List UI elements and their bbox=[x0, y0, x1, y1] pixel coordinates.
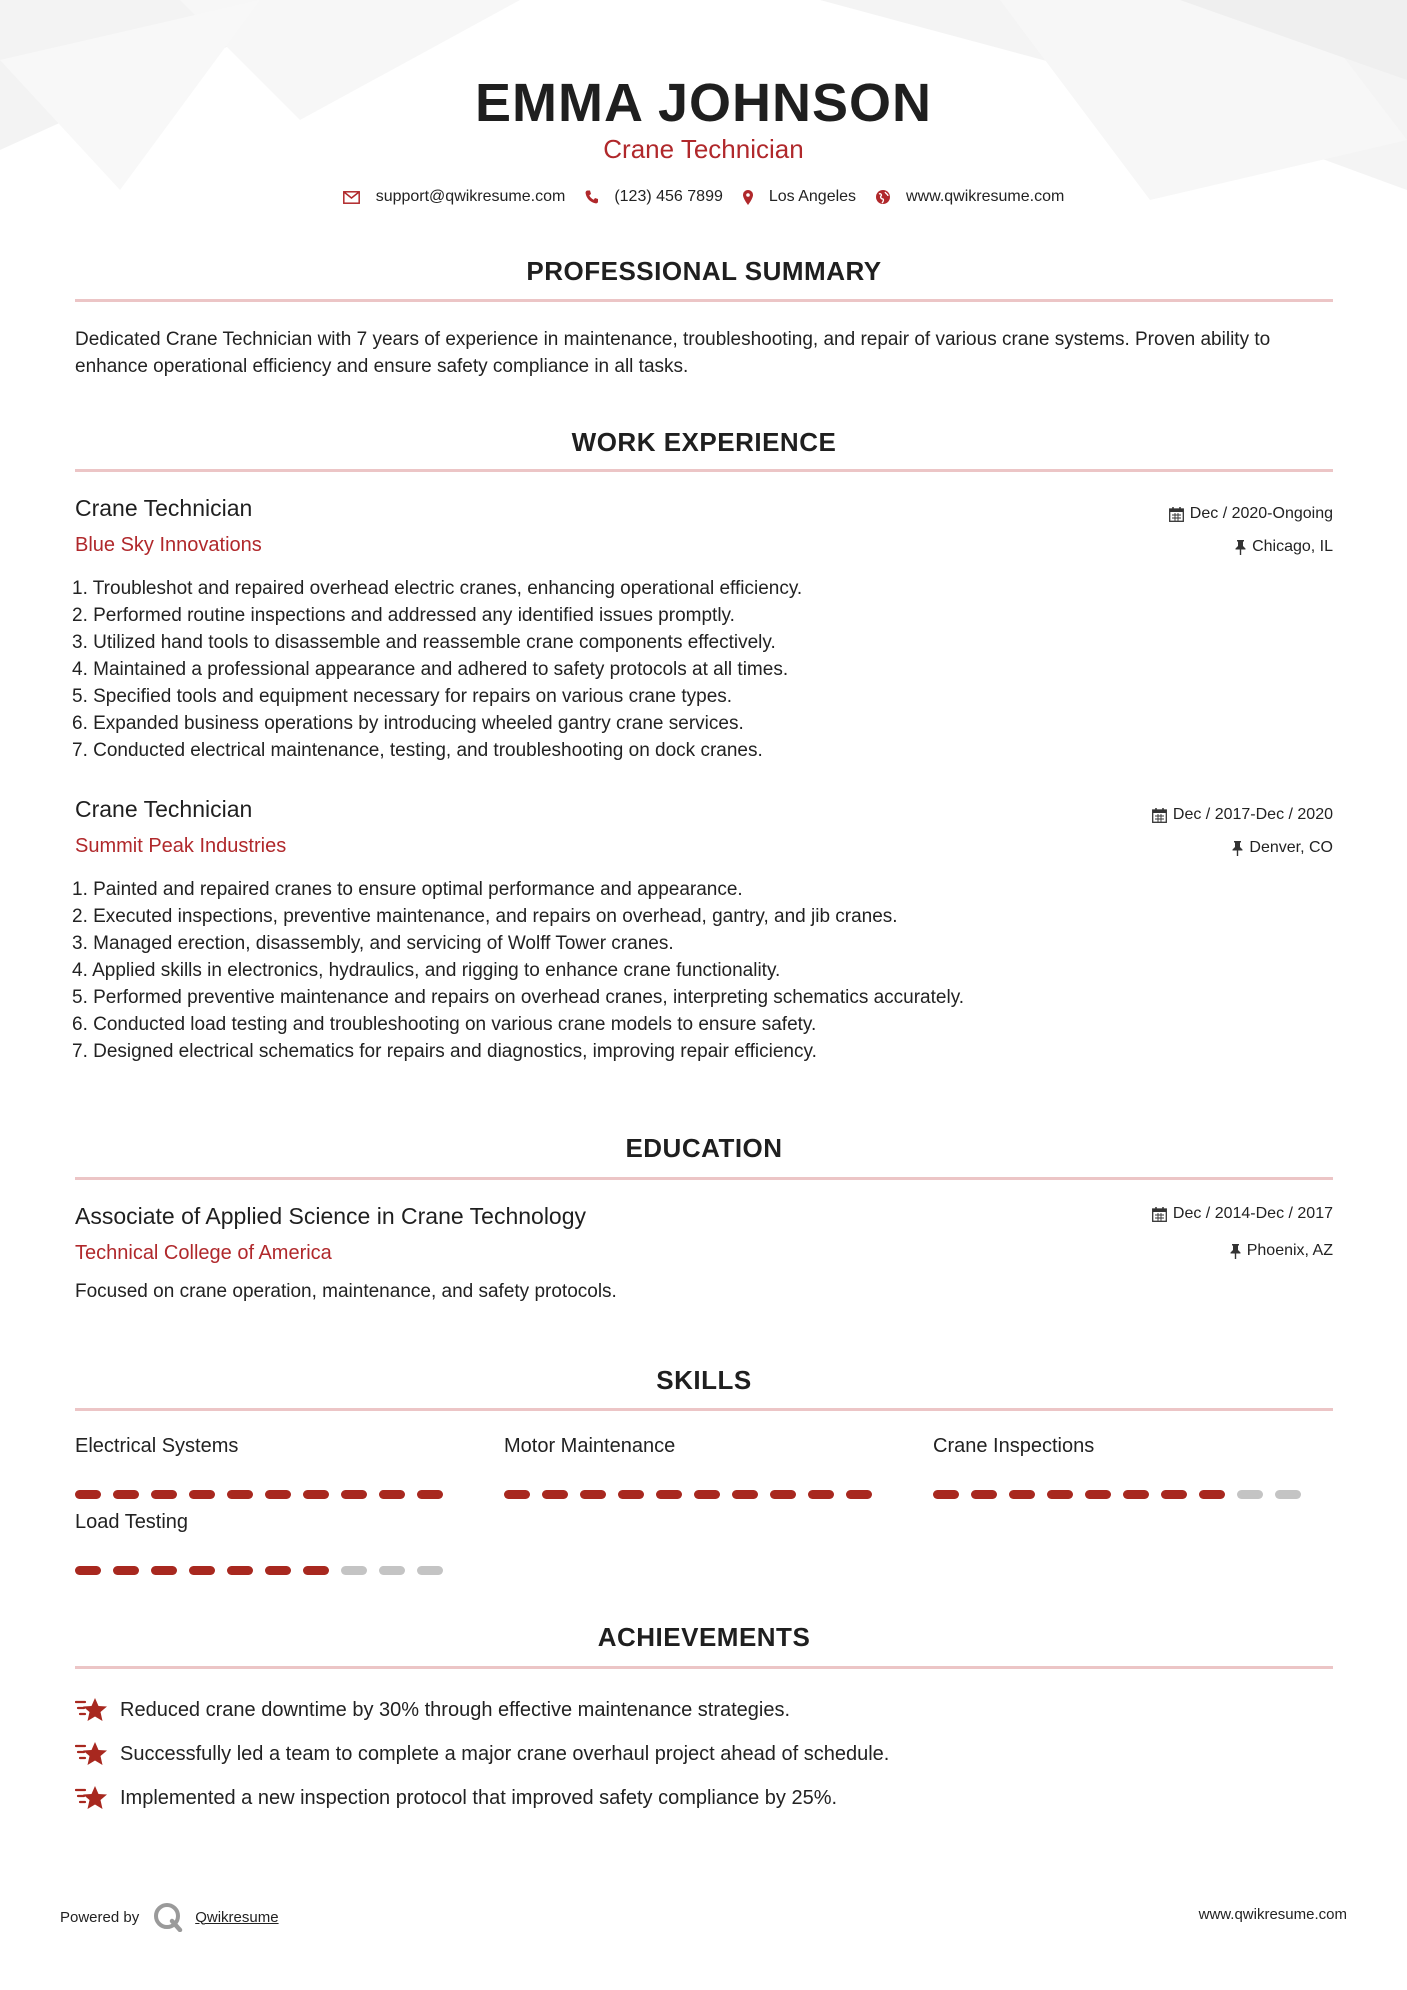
list-item: 7. Conducted electrical maintenance, testing, and troubleshooting on dock cranes. bbox=[72, 740, 763, 761]
skill-dot-filled bbox=[1123, 1490, 1149, 1499]
skill-dot-filled bbox=[151, 1566, 177, 1575]
job-1-company: Blue Sky Innovations bbox=[75, 534, 262, 556]
list-item: 2. Performed routine inspections and addressed any identified issues promptly. bbox=[72, 605, 735, 626]
footer-website-link[interactable]: www.qwikresume.com bbox=[1198, 1906, 1347, 1923]
skill-dot-filled bbox=[542, 1490, 568, 1499]
skill-dot-filled bbox=[580, 1490, 606, 1499]
calendar-icon bbox=[1152, 808, 1167, 823]
skill-load-testing bbox=[75, 1511, 455, 1575]
skill-dot-filled bbox=[732, 1490, 758, 1499]
phone-text: (123) 456 7899 bbox=[614, 188, 723, 205]
skill-dot-filled bbox=[808, 1490, 834, 1499]
skill-dot-filled bbox=[618, 1490, 644, 1499]
skill-dot-filled bbox=[227, 1490, 253, 1499]
education-degree: Associate of Applied Science in Crane Technology bbox=[75, 1203, 587, 1229]
contact-bar bbox=[0, 188, 1407, 206]
email-text: support@qwikresume.com bbox=[375, 188, 566, 205]
job-1-title: Crane Technician bbox=[75, 495, 253, 521]
skill-dot-empty bbox=[1237, 1490, 1263, 1499]
qwikresume-link[interactable]: Qwikresume bbox=[195, 1908, 279, 1926]
education-school: Technical College of America bbox=[75, 1242, 332, 1264]
list-item: 4. Applied skills in electronics, hydraulics, and rigging to enhance crane functionality. bbox=[72, 960, 781, 981]
achievement-item bbox=[75, 1740, 889, 1768]
candidate-role: Crane Technician bbox=[603, 134, 804, 164]
list-item: 2. Executed inspections, preventive maintenance, and repairs on overhead, gantry, and jib cranes. bbox=[72, 906, 898, 927]
summary-text: Dedicated Crane Technician with 7 years of experience in maintenance, troubleshooting, and repair of various crane systems. Proven ability to enhance operational efficiency and ensure safety compliance in all tasks. bbox=[75, 329, 1271, 377]
footer-powered-by bbox=[60, 1902, 279, 1932]
contact-phone[interactable] bbox=[585, 188, 723, 206]
education-dates-text: Dec / 2014-Dec / 2017 bbox=[1172, 1205, 1333, 1222]
education-divider bbox=[75, 1177, 1333, 1180]
experience-heading: WORK EXPERIENCE bbox=[571, 427, 837, 457]
skill-name: Crane Inspections bbox=[933, 1435, 1095, 1457]
skill-dot-filled bbox=[1199, 1490, 1225, 1499]
skills-divider bbox=[75, 1408, 1333, 1411]
summary-divider bbox=[75, 299, 1333, 302]
job-1-location bbox=[1235, 538, 1333, 556]
skill-dot-empty bbox=[379, 1566, 405, 1575]
skill-electrical-systems bbox=[75, 1435, 455, 1499]
list-item: 7. Designed electrical schematics for repairs and diagnostics, improving repair efficiency. bbox=[72, 1041, 817, 1062]
powered-by-label: Powered by bbox=[60, 1908, 140, 1926]
skill-dot-filled bbox=[770, 1490, 796, 1499]
job-1-bullets bbox=[72, 575, 1332, 764]
education-location-text: Phoenix, AZ bbox=[1246, 1242, 1333, 1259]
list-item: 5. Performed preventive maintenance and repairs on overhead cranes, interpreting schematics accurately. bbox=[72, 987, 965, 1008]
skill-name: Load Testing bbox=[75, 1511, 189, 1533]
job-2-company: Summit Peak Industries bbox=[75, 835, 287, 857]
list-item: 5. Specified tools and equipment necessary for repairs on various crane types. bbox=[72, 686, 733, 707]
skill-dot-filled bbox=[341, 1490, 367, 1499]
skill-dot-empty bbox=[417, 1566, 443, 1575]
pushpin-icon bbox=[1232, 841, 1243, 856]
job-2-location bbox=[1232, 839, 1333, 857]
skill-dot-filled bbox=[656, 1490, 682, 1499]
skill-dot-filled bbox=[265, 1566, 291, 1575]
job-2-bullets bbox=[72, 876, 1332, 1065]
skill-dot-filled bbox=[75, 1566, 101, 1575]
skill-dot-filled bbox=[1161, 1490, 1187, 1499]
list-item: 3. Utilized hand tools to disassemble and reassemble crane components effectively. bbox=[72, 632, 776, 653]
contact-location bbox=[743, 188, 856, 206]
star-icon bbox=[75, 1696, 108, 1724]
skill-level-meter bbox=[75, 1566, 455, 1575]
job-2-dates-text: Dec / 2017-Dec / 2020 bbox=[1172, 806, 1333, 823]
location-text: Los Angeles bbox=[768, 188, 857, 205]
pushpin-icon bbox=[1235, 540, 1246, 555]
calendar-icon bbox=[1152, 1207, 1167, 1222]
skill-motor-maintenance bbox=[504, 1435, 884, 1499]
skill-dot-filled bbox=[504, 1490, 530, 1499]
list-item: 1. Troubleshot and repaired overhead electric cranes, enhancing operational efficiency. bbox=[72, 578, 803, 599]
skills-heading: SKILLS bbox=[656, 1365, 752, 1395]
calendar-icon bbox=[1169, 507, 1184, 522]
envelope-icon bbox=[343, 191, 360, 204]
skill-dot-filled bbox=[75, 1490, 101, 1499]
list-item: 3. Managed erection, disassembly, and servicing of Wolff Tower cranes. bbox=[72, 933, 674, 954]
achievement-text: Successfully led a team to complete a major crane overhaul project ahead of schedule. bbox=[120, 1742, 890, 1765]
skill-dot-filled bbox=[113, 1490, 139, 1499]
skill-dot-filled bbox=[933, 1490, 959, 1499]
website-text: www.qwikresume.com bbox=[906, 188, 1065, 205]
skill-dot-filled bbox=[1047, 1490, 1073, 1499]
skill-dot-filled bbox=[265, 1490, 291, 1499]
achievements-divider bbox=[75, 1666, 1333, 1669]
job-2-location-text: Denver, CO bbox=[1249, 839, 1333, 856]
achievement-item bbox=[75, 1784, 837, 1812]
skill-dot-empty bbox=[1275, 1490, 1301, 1499]
job-2-title: Crane Technician bbox=[75, 796, 253, 822]
list-item: 1. Painted and repaired cranes to ensure optimal performance and appearance. bbox=[72, 879, 743, 900]
list-item: 6. Expanded business operations by introducing wheeled gantry crane services. bbox=[72, 713, 744, 734]
skill-crane-inspections bbox=[933, 1435, 1313, 1499]
skill-name: Electrical Systems bbox=[75, 1435, 239, 1457]
achievement-item bbox=[75, 1696, 790, 1724]
skill-dot-filled bbox=[417, 1490, 443, 1499]
job-2-dates bbox=[1152, 806, 1333, 824]
job-1-dates-text: Dec / 2020-Ongoing bbox=[1189, 505, 1333, 522]
star-icon bbox=[75, 1740, 108, 1768]
phone-icon bbox=[585, 190, 598, 204]
candidate-name: EMMA JOHNSON bbox=[474, 73, 933, 133]
achievement-text: Implemented a new inspection protocol that improved safety compliance by 25%. bbox=[120, 1786, 838, 1809]
skill-dot-filled bbox=[227, 1566, 253, 1575]
list-item: 4. Maintained a professional appearance and adhered to safety protocols at all times. bbox=[72, 659, 789, 680]
map-pin-icon bbox=[743, 190, 753, 205]
qwikresume-logo-icon bbox=[153, 1902, 183, 1932]
skill-dot-filled bbox=[846, 1490, 872, 1499]
job-1-dates bbox=[1169, 505, 1333, 523]
skill-dot-filled bbox=[189, 1566, 215, 1575]
job-1-location-text: Chicago, IL bbox=[1252, 538, 1333, 555]
education-dates bbox=[1152, 1205, 1333, 1223]
pushpin-icon bbox=[1230, 1244, 1241, 1259]
skill-dot-empty bbox=[341, 1566, 367, 1575]
education-location bbox=[1230, 1242, 1333, 1260]
skill-dot-filled bbox=[303, 1566, 329, 1575]
skill-level-meter bbox=[933, 1490, 1313, 1499]
achievements-heading: ACHIEVEMENTS bbox=[597, 1622, 811, 1652]
skill-dot-filled bbox=[1009, 1490, 1035, 1499]
education-heading: EDUCATION bbox=[625, 1133, 783, 1163]
education-description: Focused on crane operation, maintenance, and safety protocols. bbox=[75, 1281, 617, 1302]
skill-dot-filled bbox=[694, 1490, 720, 1499]
globe-icon bbox=[876, 190, 890, 204]
skill-dot-filled bbox=[971, 1490, 997, 1499]
star-icon bbox=[75, 1784, 108, 1812]
skill-dot-filled bbox=[113, 1566, 139, 1575]
contact-website[interactable] bbox=[876, 188, 1064, 206]
skill-name: Motor Maintenance bbox=[504, 1435, 676, 1457]
achievement-text: Reduced crane downtime by 30% through effective maintenance strategies. bbox=[120, 1698, 791, 1721]
skill-dot-filled bbox=[379, 1490, 405, 1499]
experience-divider bbox=[75, 469, 1333, 472]
skill-dot-filled bbox=[189, 1490, 215, 1499]
skill-dot-filled bbox=[151, 1490, 177, 1499]
skill-dot-filled bbox=[1085, 1490, 1111, 1499]
skill-level-meter bbox=[75, 1490, 455, 1499]
list-item: 6. Conducted load testing and troubleshooting on various crane models to ensure safety. bbox=[72, 1014, 817, 1035]
contact-email[interactable] bbox=[343, 188, 566, 206]
skill-dot-filled bbox=[303, 1490, 329, 1499]
summary-heading: PROFESSIONAL SUMMARY bbox=[526, 256, 882, 286]
skill-level-meter bbox=[504, 1490, 884, 1499]
